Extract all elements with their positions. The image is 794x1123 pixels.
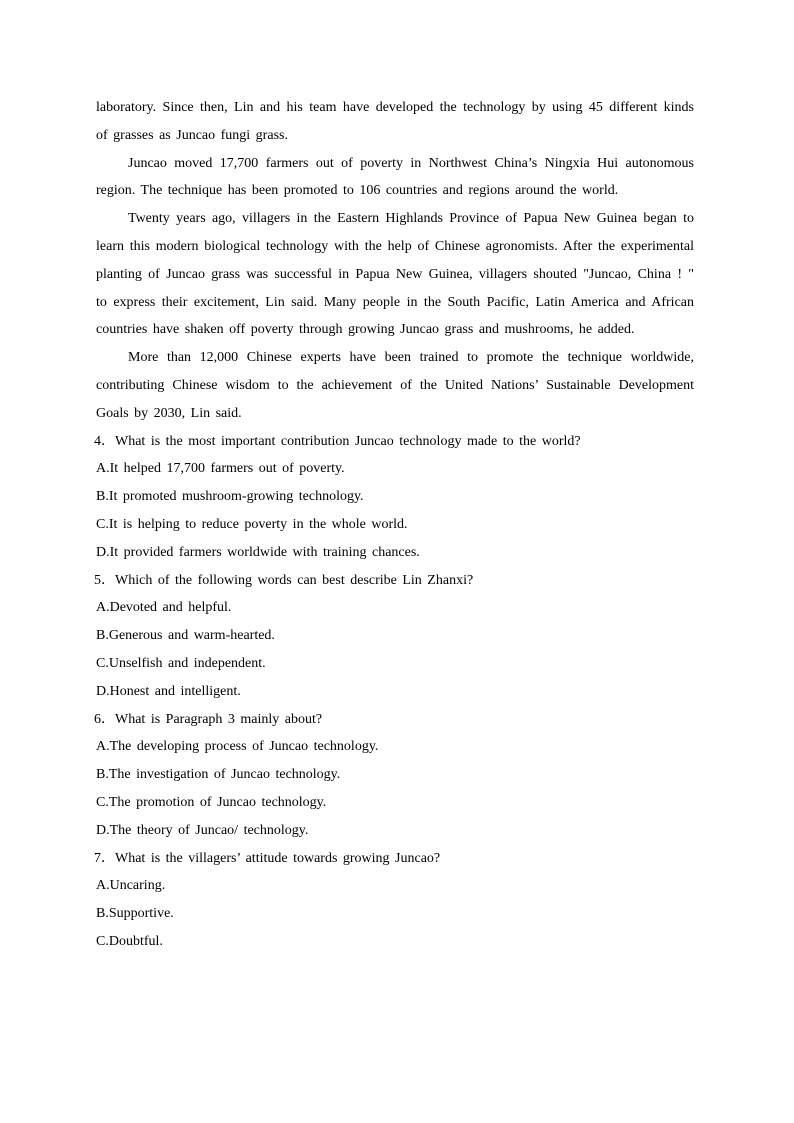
answer-option: A.Devoted and helpful. <box>96 600 232 616</box>
answer-option: C.It is helping to reduce poverty in the whole world. <box>96 516 408 532</box>
question-4 <box>96 428 694 567</box>
answer-option: C.Unselfish and independent. <box>96 655 266 671</box>
reading-passage <box>96 94 694 428</box>
answer-option: A.The developing process of Juncao technology. <box>96 739 379 755</box>
passage-paragraph-3: Twenty years ago, villagers in the Eastern Highlands Province of Papua New Guinea began to learn this modern biological technology with the help of Chinese agronomists. After the experimental planting of Juncao grass was successful in Papua New Guinea, villagers shouted "Juncao, China ! " to express their excitement, Lin said. Many people in the South Pacific, Latin America and African countries have shaken off poverty through growing Juncao grass and mushrooms, he added. <box>96 211 694 338</box>
answer-option: B.Generous and warm-hearted. <box>96 628 275 644</box>
passage-paragraph-2: Juncao moved 17,700 farmers out of poverty in Northwest China’s Ningxia Hui autonomous region. The technique has been promoted to 106 countries and regions around the world. <box>96 155 694 199</box>
passage-paragraph-4: More than 12,000 Chinese experts have been trained to promote the technique worldwide, contributing Chinese wisdom to the achievement of the United Nations’ Sustainable Development Goals by 2030, Lin said. <box>96 350 694 421</box>
answer-option: C.The promotion of Juncao technology. <box>96 794 327 810</box>
answer-option: A.Uncaring. <box>96 878 166 894</box>
question-stem: 4．What is the most important contribution Juncao technology made to the world? <box>94 433 581 449</box>
answer-option: A.It helped 17,700 farmers out of poverty. <box>96 461 345 477</box>
answer-option: D.The theory of Juncao/ technology. <box>96 822 309 838</box>
question-6 <box>96 706 694 845</box>
passage-paragraph-1: laboratory. Since then, Lin and his team have developed the technology by using 45 different kinds of grasses as Juncao fungi grass. <box>96 100 694 143</box>
answer-option: C.Doubtful. <box>96 933 163 949</box>
question-5 <box>96 567 694 706</box>
answer-option: B.The investigation of Juncao technology. <box>96 767 341 783</box>
document-content <box>96 94 694 956</box>
question-stem: 5．Which of the following words can best describe Lin Zhanxi? <box>94 572 474 588</box>
question-7 <box>96 845 694 956</box>
answer-option: D.Honest and intelligent. <box>96 683 241 699</box>
answer-option: B.It promoted mushroom-growing technology. <box>96 489 364 505</box>
answer-option: D.It provided farmers worldwide with training chances. <box>96 544 420 560</box>
question-stem: 7．What is the villagers’ attitude towards growing Juncao? <box>94 850 441 866</box>
question-stem: 6．What is Paragraph 3 mainly about? <box>94 711 323 727</box>
answer-option: B.Supportive. <box>96 906 174 922</box>
